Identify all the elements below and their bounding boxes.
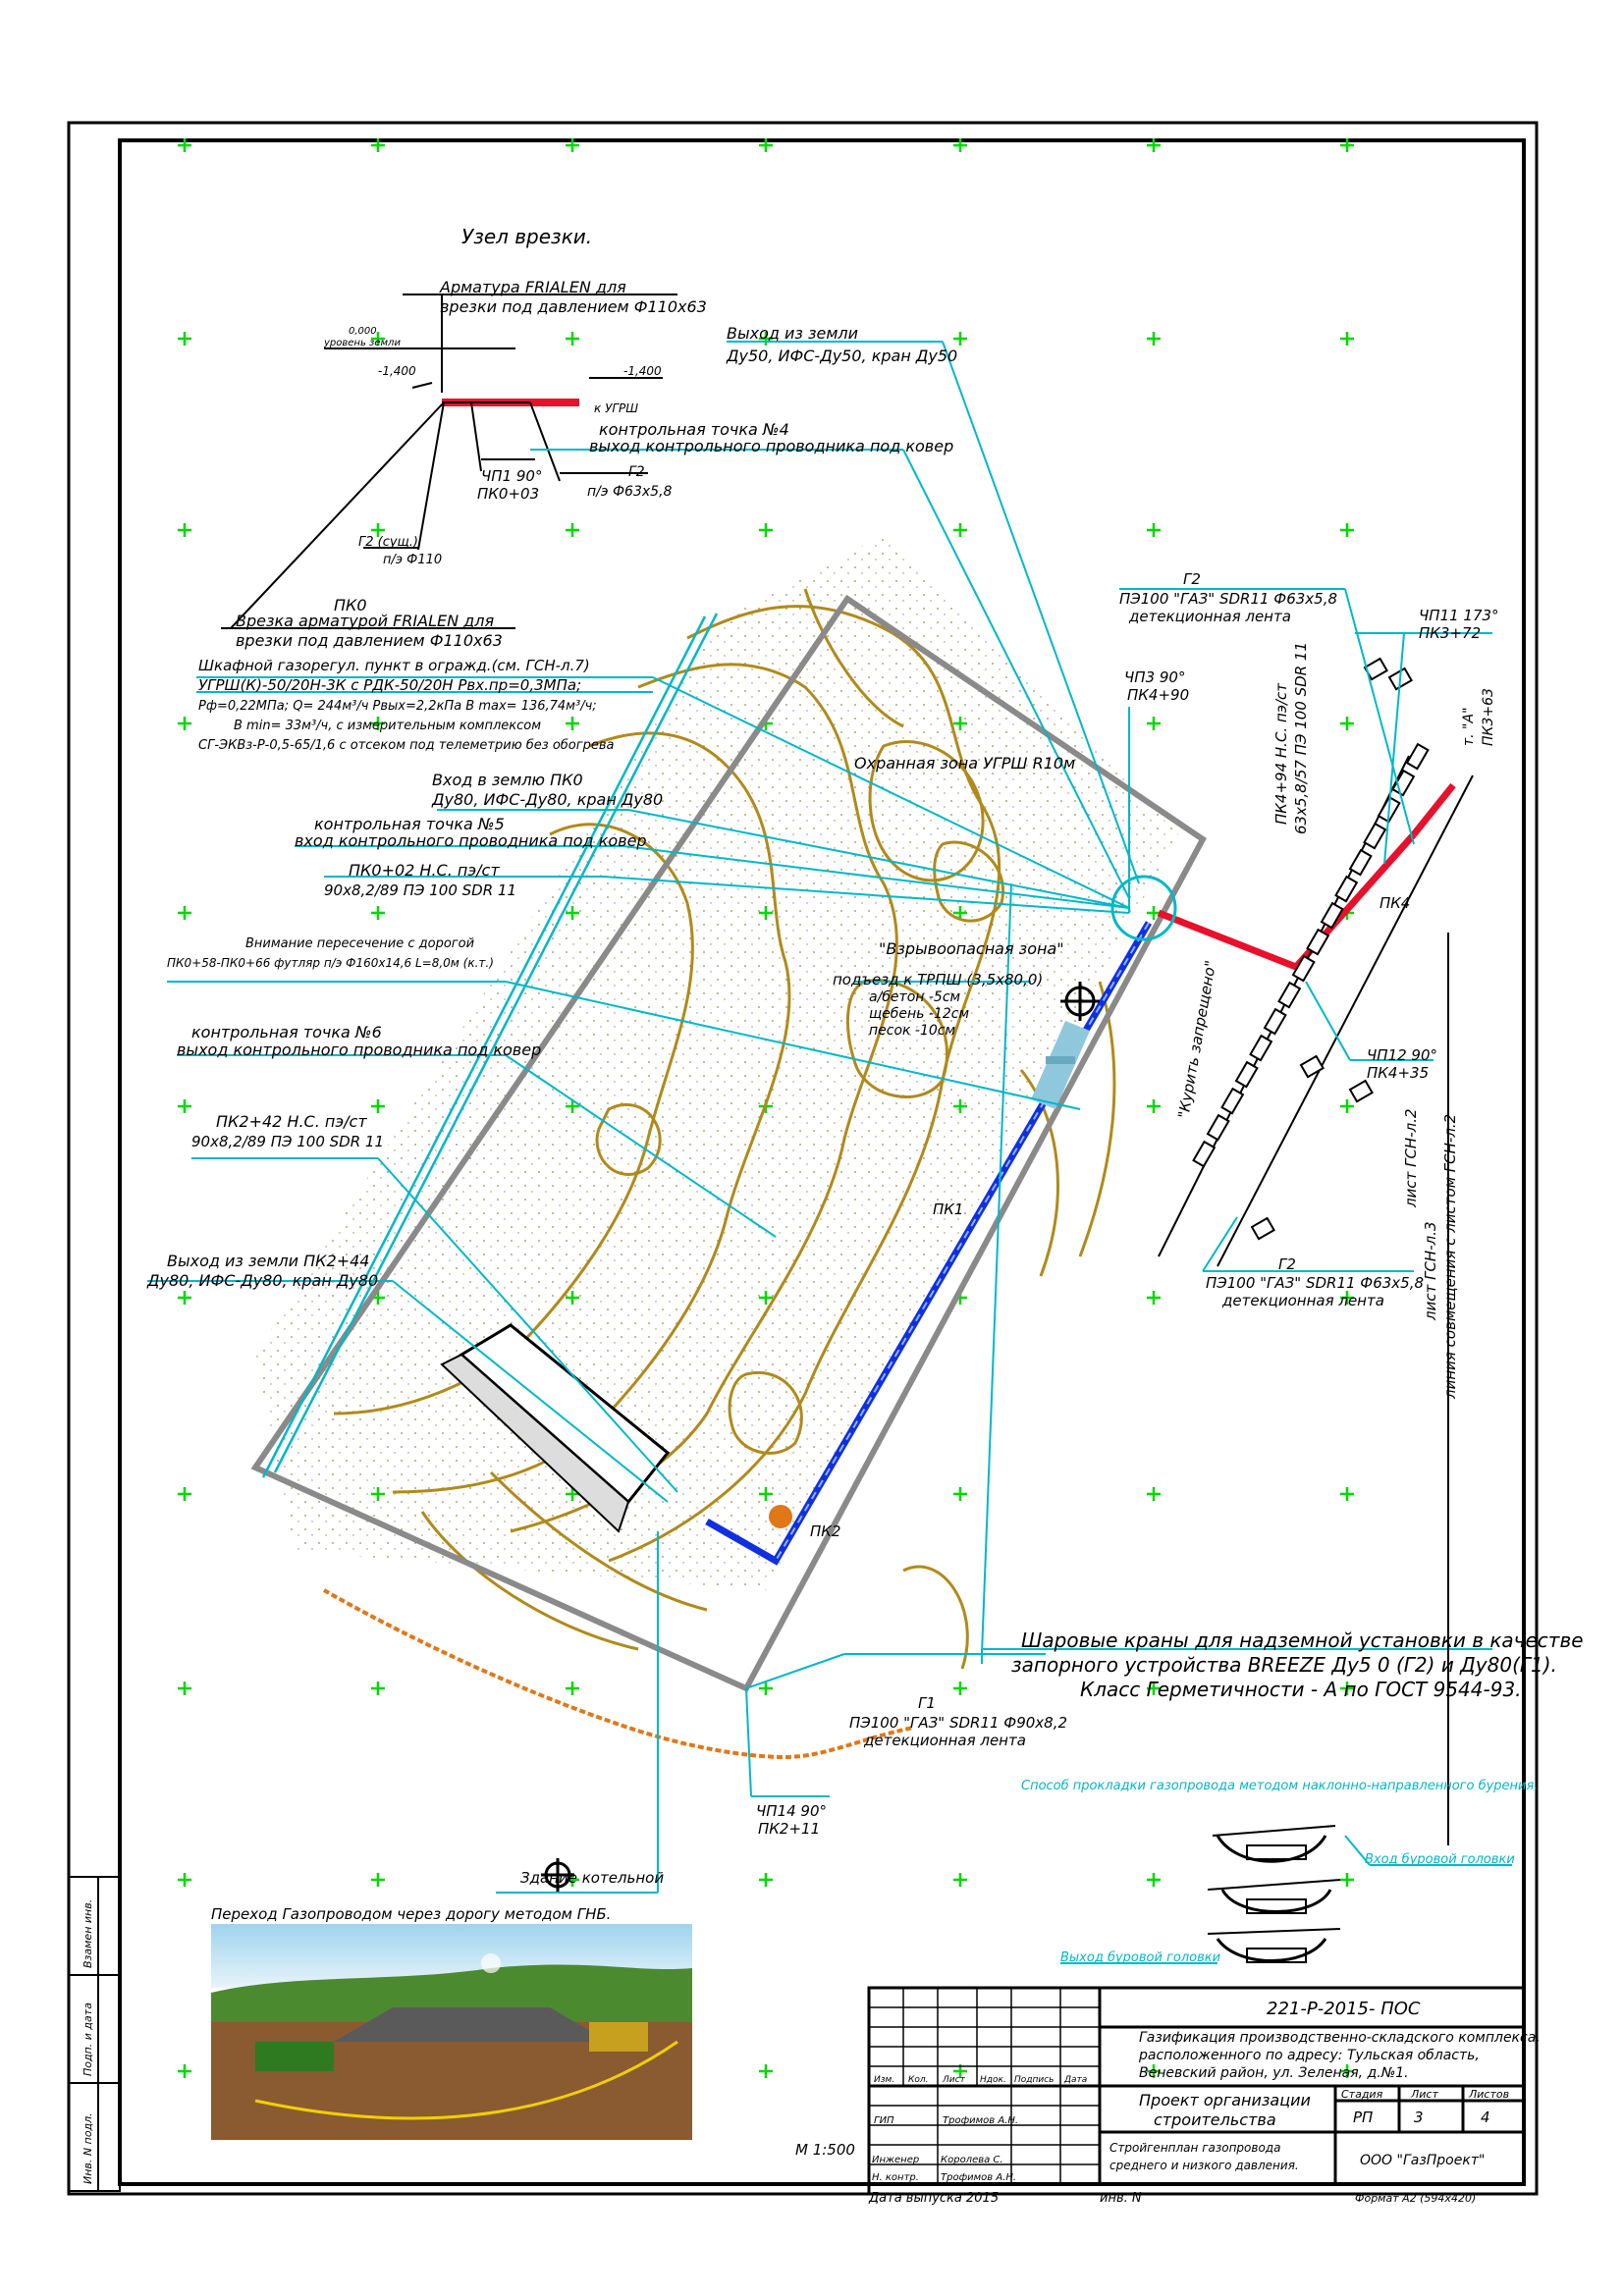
exit1-b: Ду50, ИФС-Ду50, кран Ду50 [727,347,958,365]
stamp-col-0: Изм. [874,2075,895,2085]
grid-cross [178,1682,191,1695]
pk1-label: ПК1 [933,1201,964,1218]
grid-cross [178,1291,191,1305]
shk-4: В min= 33м³/ч, с измерительным комплексом [234,719,542,733]
grid-cross [953,1682,967,1695]
cp14-a: ЧП14 90° [756,1802,828,1820]
cp173-b: ПК3+72 [1419,624,1482,642]
grid-cross [953,1873,967,1887]
kurit: "Курить запрещено" [1174,959,1220,1120]
stamp-sheet: 3 [1414,2109,1424,2126]
shk-2: УГРШ(К)-50/20Н-3К с РДК-50/20Н Рвх.пр=0,3МПа; [198,676,582,694]
grid-cross [1147,1873,1161,1887]
exit1-a: Выход из земли [727,324,859,343]
kt5-b: вход контрольного проводника под ковер [295,831,647,850]
g1-b: ПЭ100 "ГАЗ" SDR11 Ф90х8,2 [849,1714,1068,1732]
cp3-b: ПК4+90 [1127,686,1190,704]
house [1236,1062,1257,1087]
pod-3: щебень -12см [869,1006,970,1022]
house [1208,1115,1228,1140]
house [1350,850,1371,875]
node-cp90a: ЧП1 90° [481,467,543,485]
list-1: лист ГСН-л.2 [1402,1108,1420,1207]
stamp-inv: инв. N [1100,2191,1142,2206]
stamp-eng: Инженер [872,2155,920,2165]
grid-cross [759,523,773,537]
cp3-a: ЧП3 90° [1124,668,1186,686]
vert-1: ПК4+94 Н.С. пэ/ст [1272,682,1290,825]
house [1365,824,1385,848]
node-ugrsh: к УГРШ [594,401,639,415]
ohr-zone: Охранная зона УГРШ R10м [854,754,1076,773]
grid-cross [1147,1291,1161,1305]
house [1407,744,1428,769]
grid-cross [178,717,191,730]
cp14-b: ПК2+11 [758,1820,821,1838]
grid-cross [566,717,579,730]
node-cp90b: ПК0+03 [477,485,540,503]
g2bot-3: детекционная лента [1222,1292,1384,1309]
spos-label: Способ прокладки газопровода методом наклонно-направленного бурения. [1021,1779,1539,1793]
node-arm-1: Арматура FRIALEN для [440,278,626,296]
pk002-a: ПК0+02 Н.С. пэ/ст [349,861,500,880]
pod-4: песок -10см [869,1023,956,1039]
node-arm-2: врезки под давлением Ф110х63 [440,297,707,316]
stamp-nk-name: Трофимов А.Н. [941,2172,1017,2183]
stamp-obj-1: Газификация производственно-складского комплекса, [1139,2030,1541,2046]
vhod-1: Вход в землю ПК0 [432,771,583,789]
grid-cross [178,523,191,537]
vnim-1: Внимание пересечение с дорогой [245,936,475,951]
grid-cross [1147,1487,1161,1501]
shar-1: Шаровые краны для надземной установки в качестве [1021,1629,1584,1652]
grid-cross [1340,717,1354,730]
grid-cross [178,1487,191,1501]
shar-3: Класс Герметичности - А по ГОСТ 9544-93. [1080,1678,1522,1701]
grid-cross [1340,1099,1354,1113]
vhodbur-label: Вход буровой головки [1365,1852,1515,1867]
node-levl: -1,400 [378,364,416,378]
house [1293,956,1314,981]
grid-cross [1147,332,1161,346]
g1-a: Г1 [918,1694,936,1712]
vert-2: 63х5,8/57 ПЭ 100 SDR 11 [1292,642,1310,834]
kt4-b: выход контрольного проводника под ковер [589,437,954,455]
stamp-h-sheets: Листов [1469,2088,1510,2101]
stamp-plan-2: среднего и низкого давления. [1109,2159,1299,2172]
house [1251,1036,1271,1060]
house [1194,1142,1215,1166]
grid-cross [178,2064,191,2078]
stamp-nk: Н. контр. [872,2172,919,2183]
node-diagram [221,294,677,628]
stamp-col-5: Дата [1064,2075,1088,2085]
node-levlabel: уровень земли [324,338,401,348]
pk4-label: ПК4 [1380,894,1411,912]
g2bot-2: ПЭ100 "ГАЗ" SDR11 Ф63х5,8 [1206,1274,1425,1292]
house [1308,930,1328,954]
node-levr: -1,400 [623,364,662,378]
node-vr2: врезки под давлением Ф110х63 [236,631,503,650]
house [1279,983,1300,1007]
list-2: лист ГСН-л.3 [1422,1221,1439,1320]
stamp-gip-name: Трофимов А.Н. [943,2115,1019,2126]
stamp-plan-1: Стройгенплан газопровода [1109,2141,1281,2155]
stamp-stage: РП [1353,2109,1374,2126]
node-g2sa: Г2 (сущ.) [358,535,419,550]
ta-2: ПК3+63 [1481,688,1496,746]
node-g2b: п/э Ф63х5,8 [587,484,673,500]
stamp-proj-1: Проект организации [1139,2091,1311,2109]
stamp-h-stage: Стадия [1341,2088,1383,2101]
stamp-code: 221-Р-2015- ПОС [1267,1999,1421,2019]
node-pk0: ПК0 [334,596,367,614]
stamp-col-2: Лист [943,2075,965,2085]
pk002-b: 90х8,2/89 ПЭ 100 SDR 11 [324,881,516,899]
grid-cross [178,1873,191,1887]
kot-label: Здание котельной [520,1869,665,1887]
grid-cross [759,2064,773,2078]
g1-c: детекционная лента [864,1732,1026,1749]
vzr-zone: "Взрывоопасная зона" [879,939,1064,958]
grid-cross [371,906,385,920]
grid-cross [1147,1099,1161,1113]
pk2-label: ПК2 [810,1522,841,1540]
cp173-a: ЧП11 173° [1419,607,1499,624]
grid-cross [953,332,967,346]
shk-5: СГ-ЭКВз-Р-0,5-65/1,6 с отсеком под телеметрию без обогрева [198,738,615,753]
grid-cross [1147,717,1161,730]
grid-cross [371,1873,385,1887]
gnb-picture [211,1924,692,2140]
vyhbur-label: Выход буровой головки [1060,1950,1221,1965]
node-g2a: Г2 [628,464,645,480]
g2top-1: Г2 [1183,570,1201,588]
vhod-2: Ду80, ИФС-Ду80, кран Ду80 [432,790,664,809]
grid-cross [1340,1487,1354,1501]
stamp-obj-2: расположенного по адресу: Тульская область, [1139,2048,1480,2063]
stamp-obj-3: Веневский район, ул. Зеленая, д.№1. [1139,2065,1409,2081]
cp12-b: ПК4+35 [1367,1064,1430,1082]
stamp-org: ООО "ГазПроект" [1360,2153,1486,2168]
grid-cross [759,1873,773,1887]
grid-cross [566,1682,579,1695]
grid-cross [1340,1873,1354,1887]
stamp-col-4: Подпись [1014,2075,1055,2085]
grid-cross [371,1682,385,1695]
grid-cross [178,906,191,920]
kt6-a: контрольная точка №6 [191,1023,382,1041]
node-g2sb: п/э Ф110 [383,553,443,567]
house [1222,1089,1243,1113]
side-stamp [69,1877,120,2191]
grid-cross [566,523,579,537]
stamp-h-sheet: Лист [1411,2088,1438,2101]
stamp-eng-name: Королева С. [941,2155,1003,2165]
house [1265,1009,1285,1034]
vnim-2: ПК0+58-ПК0+66 футляр п/э Ф160х14,6 L=8,0м (к.т.) [167,956,494,970]
orange-path [324,1590,913,1757]
grid-cross [178,1099,191,1113]
kt4-a: контрольная точка №4 [599,420,789,439]
node-lev0: 0,000 [349,326,377,337]
exit2-a: Выход из земли ПК2+44 [167,1252,370,1270]
stamp-format: Формат А2 (594х420) [1355,2192,1477,2205]
shk-3: Рф=0,22МПа; Q= 244м³/ч Рвых=2,2кПа В max= 136,74м³/ч; [198,699,597,714]
side-1: Взамен инв. [81,1898,94,1968]
stamp-col-3: Ндок. [980,2075,1006,2085]
grid-cross [1340,523,1354,537]
g2top-3: детекционная лента [1129,608,1291,625]
scale: М 1:500 [795,2141,855,2159]
cp12-a: ЧП12 90° [1367,1046,1438,1064]
shk-1: Шкафной газорегул. пункт в огражд.(см. ГСН-л.7) [198,657,590,674]
stamp-date: Дата выпуска 2015 [869,2191,1000,2206]
pk242-a: ПК2+42 Н.С. пэ/ст [216,1112,367,1131]
grid-cross [371,1099,385,1113]
house [1252,1218,1274,1239]
stamp-gip: ГИП [874,2115,894,2126]
kt6-b: выход контрольного проводника под ковер [177,1041,542,1059]
grid-cross [566,332,579,346]
grid-cross [953,523,967,537]
grid-cross [1340,332,1354,346]
stamp-col-1: Кол. [908,2075,929,2085]
list-3: линия совмещения с листом ГСН-л.2 [1441,1113,1459,1399]
exit2-b: Ду80, ИФС-Ду80, кран Ду80 [147,1271,379,1290]
side-3: Инв. N подл. [81,2112,94,2184]
shar-2: запорного устройства BREEZE Ду5 0 (Г2) и Ду80(Г1). [1011,1653,1557,1677]
house [1322,903,1342,928]
house [1350,1081,1373,1101]
node-vr1: Врезка арматурой FRIALEN для [236,612,495,630]
pod-2: а/бетон -5см [869,989,961,1005]
ta-1: т. "А" [1461,707,1477,746]
grid-cross [178,332,191,346]
gnb-title: Переход Газопроводом через дорогу методом ГНБ. [211,1905,612,1923]
pod-1: подъезд к ТРПШ (3,5х80,0) [833,971,1044,988]
node-title: Узел врезки. [461,225,593,248]
grid-cross [953,1487,967,1501]
g2bot-1: Г2 [1278,1255,1296,1273]
side-2: Подп. и дата [81,2002,94,2076]
pk242-b: 90х8,2/89 ПЭ 100 SDR 11 [191,1133,384,1150]
stamp-sheets: 4 [1481,2109,1490,2126]
g2top-2: ПЭ100 "ГАЗ" SDR11 Ф63х5,8 [1119,590,1338,608]
stamp-proj-2: строительства [1154,2110,1276,2129]
hdd-diagram [1060,1826,1512,1963]
house [1301,1056,1324,1077]
grid-cross [1147,523,1161,537]
kt5-a: контрольная точка №5 [314,815,505,833]
